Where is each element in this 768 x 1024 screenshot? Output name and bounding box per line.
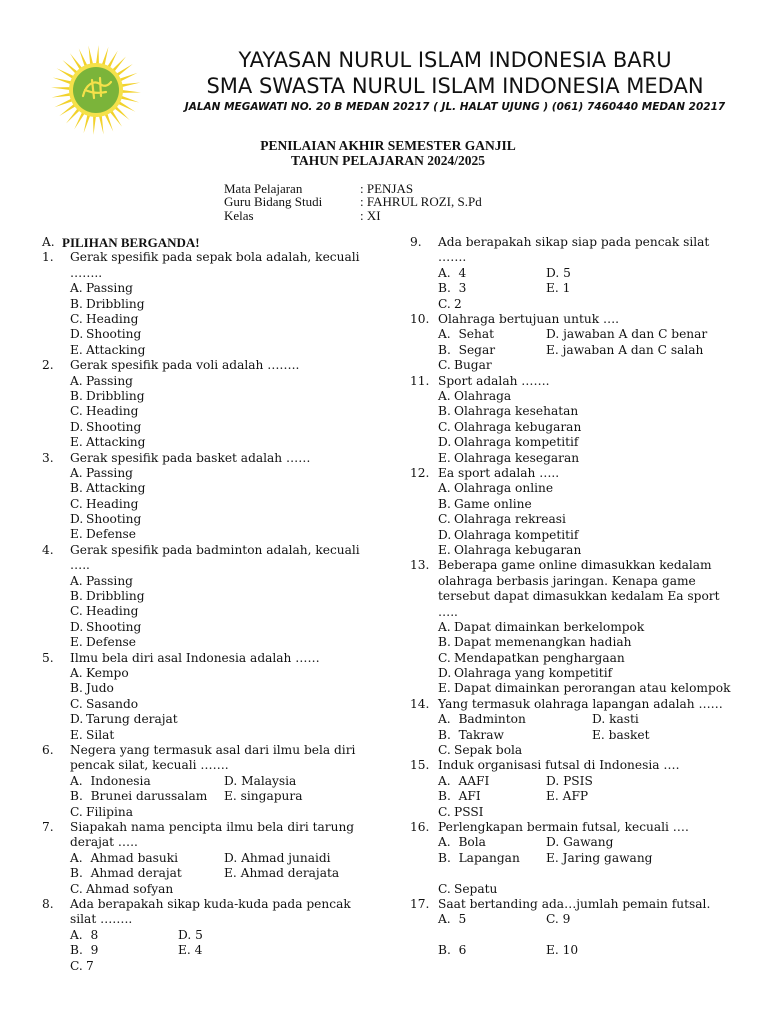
option-a[interactable]: A. Sehat xyxy=(438,327,495,342)
meta-value: : FAHRUL ROZI, S.Pd xyxy=(360,194,482,209)
question-14 xyxy=(410,697,740,759)
option-c[interactable]: C. Mendapatkan penghargaan xyxy=(438,650,625,665)
school-address: JALAN MEGAWATI NO. 20 B MEDAN 20217 ( JL. HALAT UJUNG ) (061) 7460440 MEDAN 20217 xyxy=(184,101,726,113)
question-17 xyxy=(410,897,740,959)
option-a[interactable]: A. 4 xyxy=(438,265,467,280)
option-c[interactable]: C. Sepak bola xyxy=(438,743,523,758)
question-13 xyxy=(410,558,740,697)
question-text: Sport adalah ……. xyxy=(438,373,550,388)
question-3 xyxy=(42,451,372,543)
option-c[interactable]: C. 9 xyxy=(546,912,571,927)
options xyxy=(438,712,740,758)
option-b[interactable]: B. Dribbling xyxy=(70,589,145,604)
school-logo xyxy=(50,44,142,136)
option-b[interactable]: B. Lapangan xyxy=(438,850,520,865)
question-number: 6. xyxy=(42,743,54,757)
logo-ray xyxy=(122,90,141,93)
question-number: 17. xyxy=(410,897,430,911)
logo-ray xyxy=(119,73,137,82)
option-b[interactable]: B. Segar xyxy=(438,342,496,357)
logo-ray xyxy=(118,101,135,111)
option-e[interactable]: E. basket xyxy=(592,727,650,742)
options xyxy=(70,666,372,743)
logo-ray xyxy=(52,93,71,98)
option-e[interactable]: E. jawaban A dan C salah xyxy=(546,342,704,357)
option-b[interactable]: B. 9 xyxy=(70,943,99,958)
question-number: 10. xyxy=(410,311,430,326)
option-b[interactable]: B. Takraw xyxy=(438,727,504,742)
meta-label: Kelas xyxy=(224,208,254,223)
option-a[interactable]: A. Kempo xyxy=(70,666,129,681)
logo-ray xyxy=(96,45,99,64)
meta-label: Mata Pelajaran xyxy=(224,181,303,196)
questions-left-column xyxy=(42,235,372,974)
logo-ray xyxy=(102,47,109,66)
question-number: 8. xyxy=(42,896,54,911)
option-a[interactable]: A. Passing xyxy=(70,573,133,588)
section-heading xyxy=(42,235,372,250)
options xyxy=(70,374,372,451)
option-a[interactable]: A. Indonesia xyxy=(70,773,151,788)
option-e[interactable]: E. 4 xyxy=(178,943,203,958)
options xyxy=(70,574,372,651)
option-a[interactable]: A. Passing xyxy=(70,281,133,296)
options xyxy=(438,912,740,958)
option-e[interactable]: E. 1 xyxy=(546,281,571,296)
question-4 xyxy=(42,543,372,651)
option-a[interactable]: A. Badminton xyxy=(438,712,526,727)
question-number: 5. xyxy=(42,650,54,665)
question-number: 11. xyxy=(410,373,430,388)
option-e[interactable]: E. Attacking xyxy=(70,342,146,357)
meta-value: : PENJAS xyxy=(360,181,414,196)
exam-year: TAHUN PELAJARAN 2024/2025 xyxy=(290,153,485,168)
option-e[interactable]: E. AFP xyxy=(546,789,589,804)
question-text: Ada berapakah sikap siap pada pencak silat ……. xyxy=(438,235,710,265)
logo-ray xyxy=(107,51,117,68)
question-number: 13. xyxy=(410,558,430,573)
option-c[interactable]: C. 7 xyxy=(70,958,94,973)
option-d[interactable]: D. Shooting xyxy=(70,327,142,342)
option-b[interactable]: B. Game online xyxy=(438,496,532,511)
option-a[interactable]: A. 8 xyxy=(70,927,99,942)
logo-ray xyxy=(74,112,84,129)
meta-label: Guru Bidang Studi xyxy=(224,194,323,209)
question-text: Gerak spesifik pada sepak bola adalah, kecuali …….. xyxy=(70,250,360,280)
question-number: 15. xyxy=(410,758,430,773)
options xyxy=(70,774,372,820)
question-text: Gerak spesifik pada voli adalah …….. xyxy=(70,358,300,373)
option-a[interactable]: A. Passing xyxy=(70,373,133,388)
option-b[interactable]: B. 3 xyxy=(438,281,467,296)
question-8 xyxy=(42,897,372,974)
question-number: 3. xyxy=(42,450,54,465)
option-e[interactable]: E. Olahraga kebugaran xyxy=(438,542,582,557)
option-c[interactable]: C. Heading xyxy=(70,496,139,511)
school-name: SMA SWASTA NURUL ISLAM INDONESIA MEDAN xyxy=(206,74,704,98)
option-d[interactable]: D. jawaban A dan C benar xyxy=(546,327,708,342)
question-16 xyxy=(410,820,740,897)
options xyxy=(438,620,740,697)
option-e[interactable]: E. Jaring gawang xyxy=(546,850,653,865)
option-b[interactable]: B. Dribbling xyxy=(70,388,145,403)
section-letter: A. xyxy=(42,235,55,249)
question-5 xyxy=(42,651,372,743)
option-d[interactable]: D. kasti xyxy=(592,712,639,727)
option-b[interactable]: B. Ahmad derajat xyxy=(70,866,182,881)
option-c[interactable]: C. Olahraga kebugaran xyxy=(438,419,582,434)
option-c[interactable]: C. Bugar xyxy=(438,358,492,373)
question-text: Induk organisasi futsal di Indonesia …. xyxy=(438,758,680,773)
option-e[interactable]: E. Olahraga kesegaran xyxy=(438,450,580,465)
question-number: 16. xyxy=(410,820,430,835)
logo-ray xyxy=(51,87,70,90)
option-d[interactable]: D. Olahraga yang kompetitif xyxy=(438,666,613,681)
option-c[interactable]: C. Ahmad sofyan xyxy=(70,881,174,896)
option-b[interactable]: B. Olahraga kesehatan xyxy=(438,404,579,419)
question-text: Negera yang termasuk asal dari ilmu bela diri pencak silat, kecuali ……. xyxy=(70,743,356,773)
option-d[interactable]: D. Shooting xyxy=(70,512,142,527)
option-c[interactable]: C. Olahraga rekreasi xyxy=(438,512,566,527)
logo-ray xyxy=(84,115,91,134)
question-text: Perlengkapan bermain futsal, kecuali …. xyxy=(438,820,689,835)
question-text: Gerak spesifik pada basket adalah …… xyxy=(70,450,311,465)
option-a[interactable]: A. AAFI xyxy=(438,773,490,788)
option-e[interactable]: E. Defense xyxy=(70,527,137,542)
option-e[interactable]: E. Dapat dimainkan perorangan atau kelompok xyxy=(438,681,731,696)
option-d[interactable]: D. Ahmad junaidi xyxy=(224,850,331,865)
option-e[interactable]: E. Silat xyxy=(70,727,115,742)
option-b[interactable]: B. AFI xyxy=(438,789,481,804)
question-text: Ada berapakah sikap kuda-kuda pada pencak silat …….. xyxy=(70,896,351,927)
options xyxy=(438,327,740,373)
question-2 xyxy=(42,358,372,450)
logo-ray xyxy=(79,48,88,66)
option-a[interactable]: A. Bola xyxy=(438,835,486,850)
option-e[interactable]: E. singapura xyxy=(224,789,303,804)
option-d[interactable]: D. 5 xyxy=(178,927,203,942)
option-b[interactable]: B. Dapat memenangkan hadiah xyxy=(438,635,632,650)
option-e[interactable]: E. Attacking xyxy=(70,435,146,450)
option-d[interactable]: D. Gawang xyxy=(546,835,614,850)
option-b[interactable]: B. Judo xyxy=(70,681,114,696)
logo-ray xyxy=(105,113,114,131)
question-number: 2. xyxy=(42,358,54,373)
question-12 xyxy=(410,466,740,558)
option-a[interactable]: A. Olahraga xyxy=(438,388,512,403)
logo-ray xyxy=(57,68,74,78)
option-d[interactable]: D. Tarung derajat xyxy=(70,712,178,727)
section-title: PILIHAN BERGANDA! xyxy=(62,235,200,250)
logo-ray xyxy=(54,99,72,108)
option-d[interactable]: D. PSIS xyxy=(546,773,593,788)
option-c[interactable]: C. Sasando xyxy=(70,696,139,711)
logo-ray xyxy=(99,115,104,134)
logo-ray xyxy=(121,82,140,87)
question-10 xyxy=(410,312,740,374)
option-d[interactable]: D. Shooting xyxy=(70,619,142,634)
option-b[interactable]: B. Dribbling xyxy=(70,296,145,311)
question-15 xyxy=(410,758,740,820)
option-c[interactable]: C. Heading xyxy=(70,404,139,419)
question-text: Gerak spesifik pada badminton adalah, kecuali ….. xyxy=(70,542,360,573)
option-b[interactable]: B. Brunei darussalam xyxy=(70,789,208,804)
option-c[interactable]: C. PSSI xyxy=(438,804,484,819)
options xyxy=(70,281,372,358)
options xyxy=(438,835,740,897)
option-a[interactable]: A. Dapat dimainkan berkelompok xyxy=(438,619,645,634)
question-number: 14. xyxy=(410,696,430,711)
question-number: 1. xyxy=(42,250,54,265)
question-number: 4. xyxy=(42,542,54,557)
question-text: Olahraga bertujuan untuk …. xyxy=(438,311,620,326)
option-d[interactable]: E. 10 xyxy=(546,943,579,958)
question-9 xyxy=(410,235,740,312)
option-c[interactable]: C. 2 xyxy=(438,296,462,311)
question-number: 9. xyxy=(410,235,422,249)
option-d[interactable]: D. Shooting xyxy=(70,419,142,434)
options xyxy=(70,851,372,897)
logo-ray xyxy=(121,96,140,103)
question-7 xyxy=(42,820,372,897)
option-e[interactable]: E. Ahmad derajata xyxy=(224,866,340,881)
option-a[interactable]: A. Passing xyxy=(70,465,133,480)
option-b[interactable]: B. Attacking xyxy=(70,481,146,496)
exam-title: PENILAIAN AKHIR SEMESTER GANJIL xyxy=(260,138,516,153)
option-c[interactable]: C. Heading xyxy=(70,311,139,326)
option-e[interactable]: E. Defense xyxy=(70,635,137,650)
question-text: Siapakah nama pencipta ilmu bela diri tarung derajat ….. xyxy=(70,819,355,850)
option-c[interactable]: C. Filipina xyxy=(70,804,133,819)
logo-ray xyxy=(88,46,93,65)
logo-ray xyxy=(53,78,72,85)
options xyxy=(70,466,372,543)
options xyxy=(438,481,740,558)
option-a[interactable]: A. 5 xyxy=(438,912,467,927)
option-d[interactable]: D. Olahraga kompetitif xyxy=(438,527,579,542)
question-11 xyxy=(410,374,740,466)
option-a[interactable]: A. Ahmad basuki xyxy=(70,850,179,865)
option-b[interactable]: B. 6 xyxy=(438,943,467,958)
question-6 xyxy=(42,743,372,820)
options xyxy=(438,266,740,312)
option-c[interactable]: C. Sepatu xyxy=(438,881,498,896)
option-d[interactable]: D. 5 xyxy=(546,265,571,280)
options xyxy=(438,389,740,466)
question-number: 7. xyxy=(42,819,54,834)
question-text: Beberapa game online dimasukkan kedalam olahraga berbasis jaringan. Kenapa game tersebut dapat dimasukkan kedalam Ea sport ….. xyxy=(438,558,720,619)
option-c[interactable]: C. Heading xyxy=(70,604,139,619)
questions-right-column xyxy=(410,235,740,959)
question-text: Ilmu bela diri asal Indonesia adalah …… xyxy=(70,650,320,665)
foundation-name: YAYASAN NURUL ISLAM INDONESIA BARU xyxy=(238,48,672,72)
question-text: Ea sport adalah ….. xyxy=(438,465,560,480)
option-a[interactable]: A. Olahraga online xyxy=(438,481,554,496)
question-text: Saat bertanding ada…jumlah pemain futsal. xyxy=(438,897,711,911)
meta-value: : XI xyxy=(360,208,381,223)
question-1 xyxy=(42,250,372,358)
option-d[interactable]: D. Olahraga kompetitif xyxy=(438,435,579,450)
question-text: Yang termasuk olahraga lapangan adalah …… xyxy=(438,696,723,711)
options xyxy=(438,774,740,820)
logo-ray xyxy=(93,116,96,135)
options xyxy=(70,928,372,974)
option-d[interactable]: D. Malaysia xyxy=(224,773,297,788)
logo-disc xyxy=(73,67,119,113)
question-number: 12. xyxy=(410,465,430,480)
